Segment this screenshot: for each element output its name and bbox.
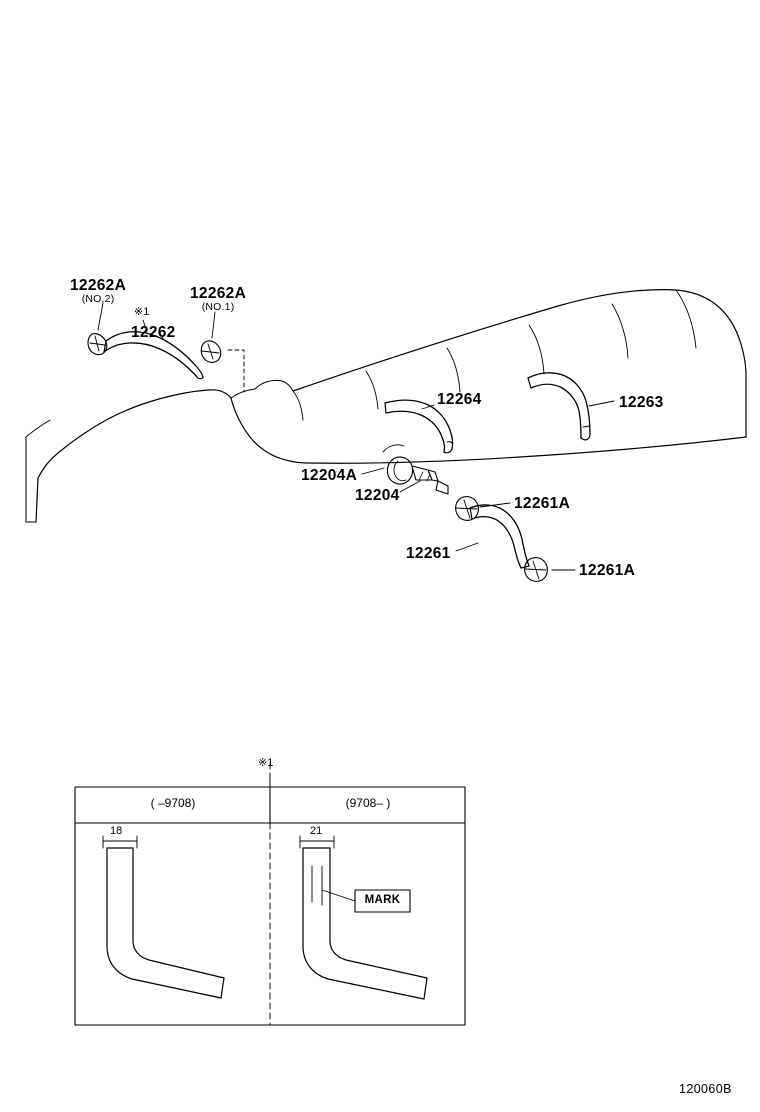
label-12262a-no1-text: 12262A xyxy=(190,285,247,302)
inset-mark-label: MARK xyxy=(364,894,401,906)
label-star-1-top: ※1 xyxy=(134,306,150,318)
hose-12261 xyxy=(470,505,529,568)
label-12262a-no2-text: 12262A xyxy=(70,277,127,294)
dashed-leader xyxy=(228,350,244,392)
figure-code: 120060B xyxy=(679,1082,732,1096)
leader-lines xyxy=(98,303,614,570)
label-12261a-upper: 12261A xyxy=(514,495,571,512)
inset-left-header: ( –9708) xyxy=(150,796,196,810)
inset-right-header: (9708– ) xyxy=(345,796,391,810)
label-12262a-no1-note: (NO.1) xyxy=(201,301,235,314)
inset-right-dimension: 21 xyxy=(310,825,323,837)
label-12264: 12264 xyxy=(437,391,482,408)
clamp-12262a-no1 xyxy=(201,341,220,363)
label-12263: 12263 xyxy=(619,394,664,411)
label-12261a-lower: 12261A xyxy=(579,562,636,579)
label-12262a-no2-note: (NO.2) xyxy=(81,293,115,306)
label-12262a-no2 xyxy=(70,278,126,305)
clamp-12262a-no2 xyxy=(88,334,107,355)
hose-12263 xyxy=(528,373,590,440)
inset-left-dimension: 18 xyxy=(110,825,123,837)
label-12204a: 12204A xyxy=(301,467,358,484)
label-12262: 12262 xyxy=(131,324,176,341)
label-12204: 12204 xyxy=(355,487,400,504)
inset-star-mark: ※1 xyxy=(258,757,274,769)
clamp-12261a-lower xyxy=(525,558,548,582)
label-12261: 12261 xyxy=(406,545,451,562)
label-12262a-no1 xyxy=(190,286,246,313)
clamp-12261a-upper xyxy=(456,497,479,521)
